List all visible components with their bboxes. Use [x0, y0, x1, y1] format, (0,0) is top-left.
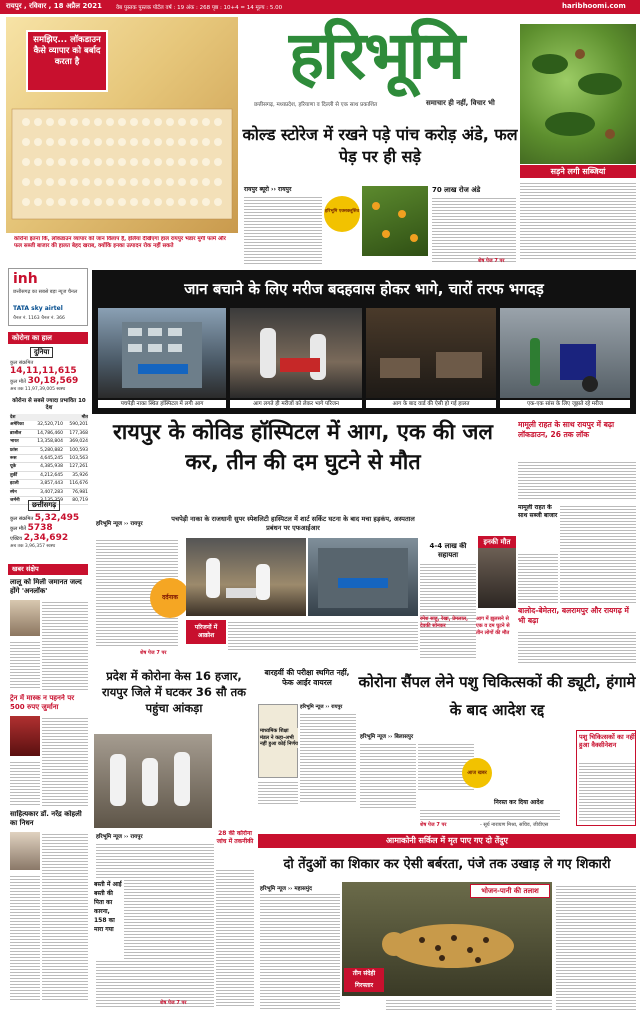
country-cell: 32,520,710 [28, 421, 63, 429]
country-cell: 4,385,938 [28, 463, 63, 471]
country-row [10, 455, 88, 463]
issue-meta: वेब पुस्तक पुस्तक पोर्टल वर्ष : 19 अंक : 268 पृष्ठ : 10+4 = 14 मूल्य : 5.00 [116, 5, 283, 11]
photo-strip-headline[interactable]: जान बचाने के लिए मरीज बदहवास होकर भागे, चारों तरफ भगदड़ [184, 280, 544, 298]
vets-text-a [360, 742, 416, 808]
world-infected-label: कुल संक्रमित [10, 360, 34, 366]
country-row [10, 480, 88, 488]
kin-label: परिजनों में आक्रोश [186, 620, 226, 644]
cases-headline[interactable]: प्रदेश में कोरोना केस 16 हजार, रायपुर जिले में घटकर 36 सौ तक पहुंचा आंकड़ा [101, 669, 247, 715]
main-byline: हरिभूमि न्यूज ›› रायपुर [96, 521, 143, 527]
sidebox-text [432, 196, 516, 264]
right-story1-headline[interactable]: मामूली राहत के साथ रायपुर में बढ़ा लॉकडाउन, 26 तक लॉक [518, 420, 615, 439]
ppe-people-illustration [230, 308, 362, 398]
state-recovered: अब तक 3,96,357 स्वस्थ [10, 544, 56, 549]
country-cell: यूके [10, 463, 28, 471]
state-stats [10, 513, 88, 549]
country-row [10, 446, 88, 454]
main-tag: दर्दनाक [150, 578, 190, 618]
vaccination-box [576, 730, 636, 826]
logo[interactable]: हरिभूमि [288, 17, 464, 94]
right-story1-text [518, 460, 636, 500]
vets-cont[interactable]: शेष पेज 7 पर [420, 822, 447, 828]
corona-box-title: कोरोना का हाल [8, 332, 88, 344]
lead-top-text [244, 195, 322, 265]
country-row [10, 463, 88, 471]
brief3-text-b [10, 874, 40, 1000]
lead-top-cont[interactable]: शेष पेज 7 पर [478, 258, 505, 264]
date-line: रायपुर , रविवार , 18 अप्रैल 2021 [6, 2, 102, 10]
inh-providers: TATA sky airtel [13, 305, 63, 312]
country-cell: 3,407,283 [28, 488, 63, 496]
dead-title: इनकी मौत [478, 536, 516, 548]
world-deaths-label: कुल मौतें [10, 379, 26, 385]
inh-logo: inh [13, 271, 38, 287]
tagline: समाचार ही नहीं, विचार भी [426, 99, 495, 107]
country-cell: भारत [10, 438, 28, 446]
country-cell: 3,135,359 [28, 497, 63, 505]
most-affected-title: कोरोना से सबसे ज्यादा प्रभावित 10 देश [12, 398, 86, 411]
strip-caption-2: आग लगते ही मरीजों को लेकर भागे परिजन [230, 400, 362, 408]
vaccination-headline[interactable]: पशु चिकित्सकों का नहीं हुआ वैक्सीनेशन [579, 733, 635, 749]
inh-copy: छत्तीसगढ़ का सबसे बड़ा न्यूज चैनल [13, 289, 78, 295]
right-story1-text-b [560, 504, 636, 604]
country-cell: 103,563 [63, 455, 88, 463]
inh-ad[interactable] [8, 268, 88, 326]
state-title: छत्तीसगढ़ [28, 500, 60, 511]
country-cell: 35,926 [63, 471, 88, 479]
leopard-photo-label: भोजन-पानी की तलाश [470, 884, 550, 898]
cases-cont[interactable]: शेष पेज 7 पर [160, 1000, 187, 1006]
tree-fruit-photo [362, 186, 428, 256]
vegetables-illustration [520, 24, 636, 164]
fire-photo [186, 538, 306, 616]
country-cell: 5,280,882 [28, 446, 63, 454]
patients-photo [230, 308, 362, 398]
country-cell: ब्राजील [10, 429, 28, 437]
aid-text [420, 562, 476, 658]
right-story2-headline[interactable]: बालोद-बेमेतरा, बलरामपुर और रायगढ़ में भी बढ़ा [518, 606, 629, 625]
country-cell: स्पेन [10, 488, 28, 496]
right-story1-text-c [518, 552, 558, 604]
health-workers-illustration [94, 734, 212, 828]
vets-label: निरस्त कर दिया आदेश [494, 799, 544, 806]
oxygen-photo [500, 308, 630, 398]
leopard-kicker: आमाकोनी सर्किल में मृत पाए गए दो तेंदुए [258, 834, 636, 848]
vets-quote-text [420, 808, 560, 820]
country-cell: रूस [10, 455, 28, 463]
country-cell: 127,261 [63, 463, 88, 471]
burnt-ward-photo [366, 308, 496, 398]
countries-head-cell: देश [10, 414, 28, 421]
cases-quote: बस्ती में आईं बस्ती की पिता का कारना, 158 का मारा गया [94, 880, 124, 960]
country-cell: 80,719 [63, 497, 88, 505]
country-cell: तुर्की [10, 471, 28, 479]
exclusive-seal: हरिभूमि एक्सक्लूसिव [324, 196, 360, 232]
victim-photo [478, 548, 516, 608]
brief3-headline[interactable]: साहित्यकार डॉ. नरेंद्र कोहली का निधन [10, 810, 82, 827]
brief1-text-b [10, 640, 40, 690]
vaccination-text [579, 761, 635, 823]
state-infected-label: कुल संक्रमित [10, 516, 34, 522]
exam-text-b [258, 780, 298, 804]
country-cell: 3,857,443 [28, 480, 63, 488]
country-cell: 100,593 [63, 446, 88, 454]
country-cell: 590,201 [63, 421, 88, 429]
strip-caption-3: आग के बाद वार्ड की ऐसी हो गई हालत [366, 400, 496, 408]
brief3-text [42, 832, 88, 1000]
country-cell: 76,981 [63, 488, 88, 496]
vets-quote-by: - सूर्य नारायण मिश्रा, सचिव, जीवीएस [480, 822, 549, 828]
state-deaths-value: 5738 [27, 523, 53, 533]
leopard-byline: हरिभूमि न्यूज ›› महासमुंद [260, 886, 312, 892]
vets-stamp: आज खबर [462, 758, 492, 788]
lalu-photo [10, 600, 40, 636]
site-link[interactable]: haribhoomi.com [562, 2, 626, 10]
ppe-photo [94, 734, 212, 828]
main-subhead: पचपेड़ी नाका के राजधानी सुपर स्पेशलिटी हास्पिटल में शार्ट सर्किट घटना के बाद मचा हड़कंप, अस्पताल प्रबंधन पर एफआईआर [171, 515, 415, 532]
dead-note: आग में झुलसने से एक व दम घुटने से तीन लोगों की मौत [476, 616, 510, 636]
country-cell: 369,024 [63, 438, 88, 446]
strip-caption-1: पचपेड़ी नाका स्थित हॉस्पिटल में लगी आग [98, 400, 226, 408]
teaser-text: समझिए... लॉकडाउन कैसे व्यापार को बर्बाद करता है [33, 35, 101, 67]
country-cell: 4,645,245 [28, 455, 63, 463]
world-infected-value: 14,11,11,615 [10, 366, 77, 376]
main-photo-caption-text [228, 620, 418, 650]
leopard-text-a [260, 892, 340, 1010]
vegetables-photo [520, 24, 636, 164]
lead-top-byline: रायपुर ब्यूरो ›› रायपुर [244, 186, 292, 193]
countries-table [10, 414, 88, 505]
fire-scene-illustration [186, 538, 306, 616]
world-recovered: अब तक 11,97,39,005 स्वस्थ [10, 387, 66, 392]
exam-text [300, 712, 356, 804]
veg-story-text [520, 181, 636, 261]
cases-side-title: 28 की कोरोना जांच में तकनीकी [216, 830, 254, 845]
hospital-photo [98, 308, 226, 398]
country-cell: फ्रांस [10, 446, 28, 454]
brief2-headline[interactable]: ट्रेन में मास्क न पहनने पर 500 रुपए जुर्माना [10, 694, 75, 711]
country-cell: 13,358,804 [28, 438, 63, 446]
world-stats [10, 360, 88, 392]
photo-strip [92, 270, 636, 414]
vets-headline[interactable]: कोरोना सैंपल लेने पशु चिकित्सकों की ड्यूटी, हंगामे के बाद आदेश रद्द [358, 673, 636, 719]
countries-head-cell [28, 414, 63, 421]
leopard-text-b [556, 884, 636, 1010]
vets-byline: हरिभूमि न्यूज ›› बिलासपुर [360, 734, 414, 740]
cases-byline: हरिभूमि न्यूज ›› रायपुर [96, 834, 143, 840]
country-row [10, 471, 88, 479]
brief1-headline[interactable]: लालू को मिली जमानत जल्द होंगे 'अनलॉक' [10, 578, 82, 595]
main-cont[interactable]: शेष पेज 7 पर [140, 650, 167, 656]
exam-byline: हरिभूमि न्यूज ›› रायपुर [300, 704, 343, 710]
hospital-front-photo [308, 538, 418, 616]
exam-headline[interactable]: बारहवीं की परीक्षा स्थगित नहीं, फेक आईर वायरल [264, 668, 350, 687]
teaser-box[interactable] [26, 30, 108, 92]
hospital-front-illustration [308, 538, 418, 616]
main-headline[interactable]: रायपुर के कोविड हॉस्पिटल में आग, एक की जल कर, तीन की दम घुटने से मौत [113, 420, 493, 475]
country-cell: जर्मनी [10, 497, 28, 505]
leopard-stamp: तीन संदेही गिरफ्तार [344, 968, 384, 992]
brief2-text-b [10, 760, 40, 806]
fruit-tree-illustration [362, 186, 428, 256]
country-cell: 14,786,460 [28, 429, 63, 437]
country-row [10, 488, 88, 496]
countries-table-head [10, 414, 88, 421]
world-title: दुनिया [30, 347, 53, 358]
strip-caption-4: एक-एक सांस के लिए जूझते रहे मरीज [500, 400, 630, 408]
fake-order-label: माध्यमिक शिक्षा मंडल ने कहा-अभी नहीं हुआ कोई निर्णय [260, 728, 298, 747]
train-photo [10, 716, 40, 756]
country-cell: 4,212,645 [28, 471, 63, 479]
state-deaths-label: कुल मौतें [10, 526, 26, 532]
brief2-text [42, 716, 88, 806]
brief1-text [42, 600, 88, 690]
lead-top-headline[interactable]: कोल्ड स्टोरेज में रखने पड़े पांच करोड़ अंडे, फल पेड़ पर ही सड़े [242, 125, 518, 166]
brief-box-title: खबर संक्षेप [8, 564, 88, 575]
leopard-photo-caption-text [386, 998, 552, 1010]
world-deaths-value: 30,18,569 [27, 376, 79, 386]
country-cell: इटली [10, 480, 28, 488]
country-row [10, 429, 88, 437]
country-cell: अमेरिका [10, 421, 28, 429]
state-infected-value: 5,32,495 [34, 513, 80, 523]
eggs-caption: कोरोना इतना कि, लॉकडाउन व्यापार को जान विलाप हैं, इलिया देखिएगा हाल रायपुर भंडार मुर्गी फार्म और फल सब्जी बाजार की हालत बेहद खराब, क्योंकि इनका उत्पादन रोक नहीं सकते [14, 236, 226, 249]
leopard-headline[interactable]: दो तेंदुओं का शिकार कर ऐसी बर्बरता, पंजे तक उखाड़ ले गए शिकारी [283, 857, 611, 872]
right-story2-text [518, 630, 636, 664]
country-row [10, 438, 88, 446]
burnt-ward-illustration [366, 308, 496, 398]
right-story1-sub: मामूली राहत के साथ सब्जी बाजार [518, 504, 558, 519]
kohli-photo [10, 832, 40, 870]
state-active-value: 2,34,692 [23, 533, 69, 543]
country-cell: 116,676 [63, 480, 88, 488]
dead-names: रमेश साहू, रेखा, प्रेमलाल, देवकी सोनकर [420, 616, 469, 629]
inh-channels: चैनल नं. 1163 चैनल नं. 366 [13, 316, 65, 321]
veg-caption: सड़ने लगी सब्जियां [520, 165, 636, 178]
building-illustration [98, 308, 226, 398]
sidebox-title: 70 लाख रोज अंडे [432, 186, 481, 194]
cases-side-text [216, 868, 254, 1008]
oxygen-cylinder-illustration [500, 308, 630, 398]
country-row [10, 421, 88, 429]
editions-line: छत्तीसगढ़, मध्यप्रदेश, हरियाणा व दिल्ली से एक साथ प्रकाशित [254, 102, 378, 108]
aid-title: 4-4 लाख की सहायता [429, 542, 467, 559]
state-active-label: एक्टिव [10, 536, 23, 542]
countries-head-cell: मौत [63, 414, 88, 421]
country-cell: 177,368 [63, 429, 88, 437]
